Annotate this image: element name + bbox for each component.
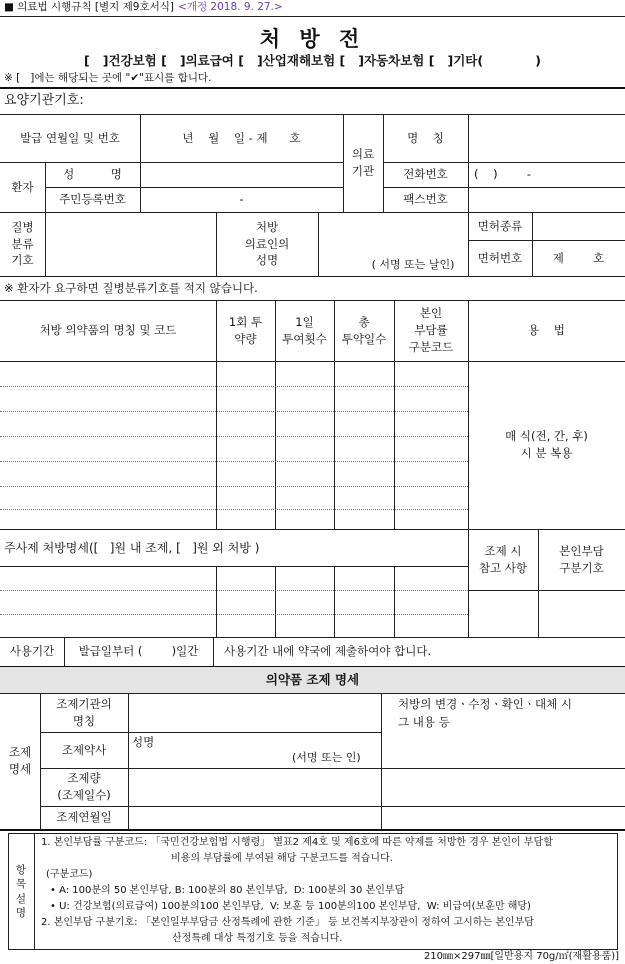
- phone-label: 전화번호: [403, 167, 448, 182]
- dispense-date-label: 조제연월일: [56, 810, 112, 825]
- disease-code-field[interactable]: [45, 212, 216, 276]
- patient-label: 환자: [11, 179, 34, 194]
- note-line: 비용의 부담률에 부여된 해당 구분코드를 적습니다.: [171, 853, 393, 864]
- cell-border: [381, 693, 382, 829]
- pharmacist-label: 조제약사: [61, 742, 107, 757]
- patient-rrn-label: 주민등록번호: [59, 192, 126, 207]
- institution-name-label: 명 칭: [407, 130, 444, 145]
- copay-symbol-label: 본인부담 구분기호: [559, 543, 604, 575]
- institution-code-label: 요양기관기호:: [4, 92, 84, 108]
- cell-border: [468, 590, 625, 591]
- form-reference: [4, 0, 283, 14]
- revision-date: <개정 2018. 9. 27.>: [178, 0, 283, 13]
- header-rule: [0, 16, 625, 17]
- note-line: • U: 건강보험(의료급여) 100분의100 본인부담, V: 보훈 등 100분의100 본인부담, W: 비급여(보훈만 해당): [50, 901, 531, 912]
- note-line: 1. 본인부담률 구분코드: 「국민건강보험법 시행령」 별표2 제4호 및 제6호에 따른 약제를 처방한 경우 본인이 부담할: [41, 837, 553, 848]
- patient-rrn-field[interactable]: -: [239, 192, 244, 207]
- dispense-institution-field[interactable]: [128, 693, 381, 732]
- dispense-date-field[interactable]: [128, 806, 381, 829]
- fax-field[interactable]: [468, 187, 625, 212]
- fax-label: 팩스번호: [403, 192, 448, 207]
- note-line: (구분코드): [46, 869, 93, 880]
- dispense-reference-label: 조제 시 참고 사항: [478, 543, 528, 575]
- signature-field[interactable]: ( 서명 또는 날인): [371, 258, 455, 272]
- cell-border: [394, 566, 395, 637]
- injection-prescription-label[interactable]: 주사제 처방명세([ ]원 내 조제, [ ]원 외 처방 ): [4, 540, 260, 555]
- usage-instructions[interactable]: 매 식(전, 간, 후) 시 분 복용: [505, 429, 588, 460]
- medical-institution-label: 의료 기관: [351, 147, 375, 178]
- notes-label: 항 목 설 명: [15, 864, 27, 919]
- cell-border: [213, 637, 214, 666]
- dispense-quantity-field[interactable]: [128, 768, 381, 806]
- note-line: 2. 본인부담 구분기호: 「본인일부부담금 산정특례에 관한 기준」 등 보건복지부장관이 정하여 고시하는 본인부담: [41, 917, 534, 928]
- check-instruction: ※ [ ]에는 해당되는 곳에 "✔"표시를 합니다.: [4, 71, 212, 84]
- dispense-institution-label: 조제기관의 명칭: [56, 696, 112, 728]
- cell-border: [381, 806, 625, 807]
- form-top-rule: [0, 87, 625, 89]
- form-ref-text: ■ 의료법 시행규칙 [별지 제9호서식]: [4, 0, 175, 13]
- disease-code-note: ※ 환자가 요구하면 질병분류기호를 적지 않습니다.: [4, 280, 258, 295]
- disease-code-label: 질병 분류 기호: [11, 219, 34, 268]
- license-number-label: 면허번호: [477, 250, 523, 265]
- drug-name-code-header: 처방 의약품의 명칭 및 코드: [39, 323, 177, 338]
- copay-code-header: 본인 부담률 구분코드: [408, 306, 454, 354]
- injection-entry-area[interactable]: [0, 566, 216, 637]
- insurance-type-checkboxes[interactable]: [ ]건강보험 [ ]의료급여 [ ]산업재해보험 [ ]자동차보험 [ ]기타( ): [83, 52, 542, 68]
- cell-border: [334, 566, 335, 637]
- dispense-quantity-label: 조제량 (조제일수): [57, 771, 111, 802]
- cell-border: [381, 768, 625, 769]
- institution-name-field[interactable]: [468, 114, 625, 162]
- cell-border: [216, 566, 217, 637]
- section-rule: [0, 829, 625, 831]
- license-type-field[interactable]: [532, 212, 625, 240]
- cell-border: [0, 276, 625, 277]
- cell-border: [34, 833, 35, 950]
- dispense-label: 조제 명세: [8, 745, 32, 776]
- patient-name-field[interactable]: [140, 162, 343, 187]
- dose-header: 1회 투 약량: [228, 314, 263, 346]
- pharmacist-name-word: 성명: [132, 734, 155, 749]
- license-number-field[interactable]: 제 호: [552, 250, 605, 265]
- note-line: • A: 100분의 50 본인부담, B: 100분의 80 본인부담, D: 100분의 30 본인부담: [50, 885, 405, 896]
- issue-date-number-field[interactable]: 년 월 일 - 제 호: [182, 130, 301, 145]
- paper-size-spec: 210㎜×297㎜[일반용지 70g/㎡(재활용품)]: [423, 951, 619, 962]
- validity-label: 사용기간: [9, 644, 55, 659]
- daily-frequency-header: 1일 투여횟수: [282, 314, 327, 346]
- cell-border: [275, 566, 276, 637]
- total-days-header: 총 투약일수: [341, 314, 387, 346]
- pharmacist-signature-hint[interactable]: (서명 또는 인): [292, 751, 361, 765]
- usage-header: 용 법: [528, 323, 565, 338]
- validity-days-field[interactable]: 발급일부터 ( )일간: [78, 644, 199, 659]
- page-title: 처 방 전: [259, 26, 366, 51]
- validity-note: 사용기간 내에 약국에 제출하여야 합니다.: [224, 644, 432, 659]
- issue-date-number-label: 발급 연월일 및 번호: [20, 130, 120, 145]
- note-line: 산정특례 대상 특정기호 등을 적습니다.: [172, 933, 343, 944]
- prescription-change-note: 처방의 변경ㆍ수정ㆍ확인ㆍ대체 시 그 내용 등: [398, 697, 572, 729]
- dispense-section-title: 의약품 조제 명세: [0, 667, 625, 693]
- drug-entry-area[interactable]: [0, 361, 216, 529]
- phone-field[interactable]: ( ) -: [474, 167, 531, 182]
- prescriber-name-label: 처방 의료인의 성명: [244, 219, 290, 268]
- license-type-label: 면허종류: [477, 218, 523, 233]
- patient-name-label: 성 명: [63, 167, 122, 182]
